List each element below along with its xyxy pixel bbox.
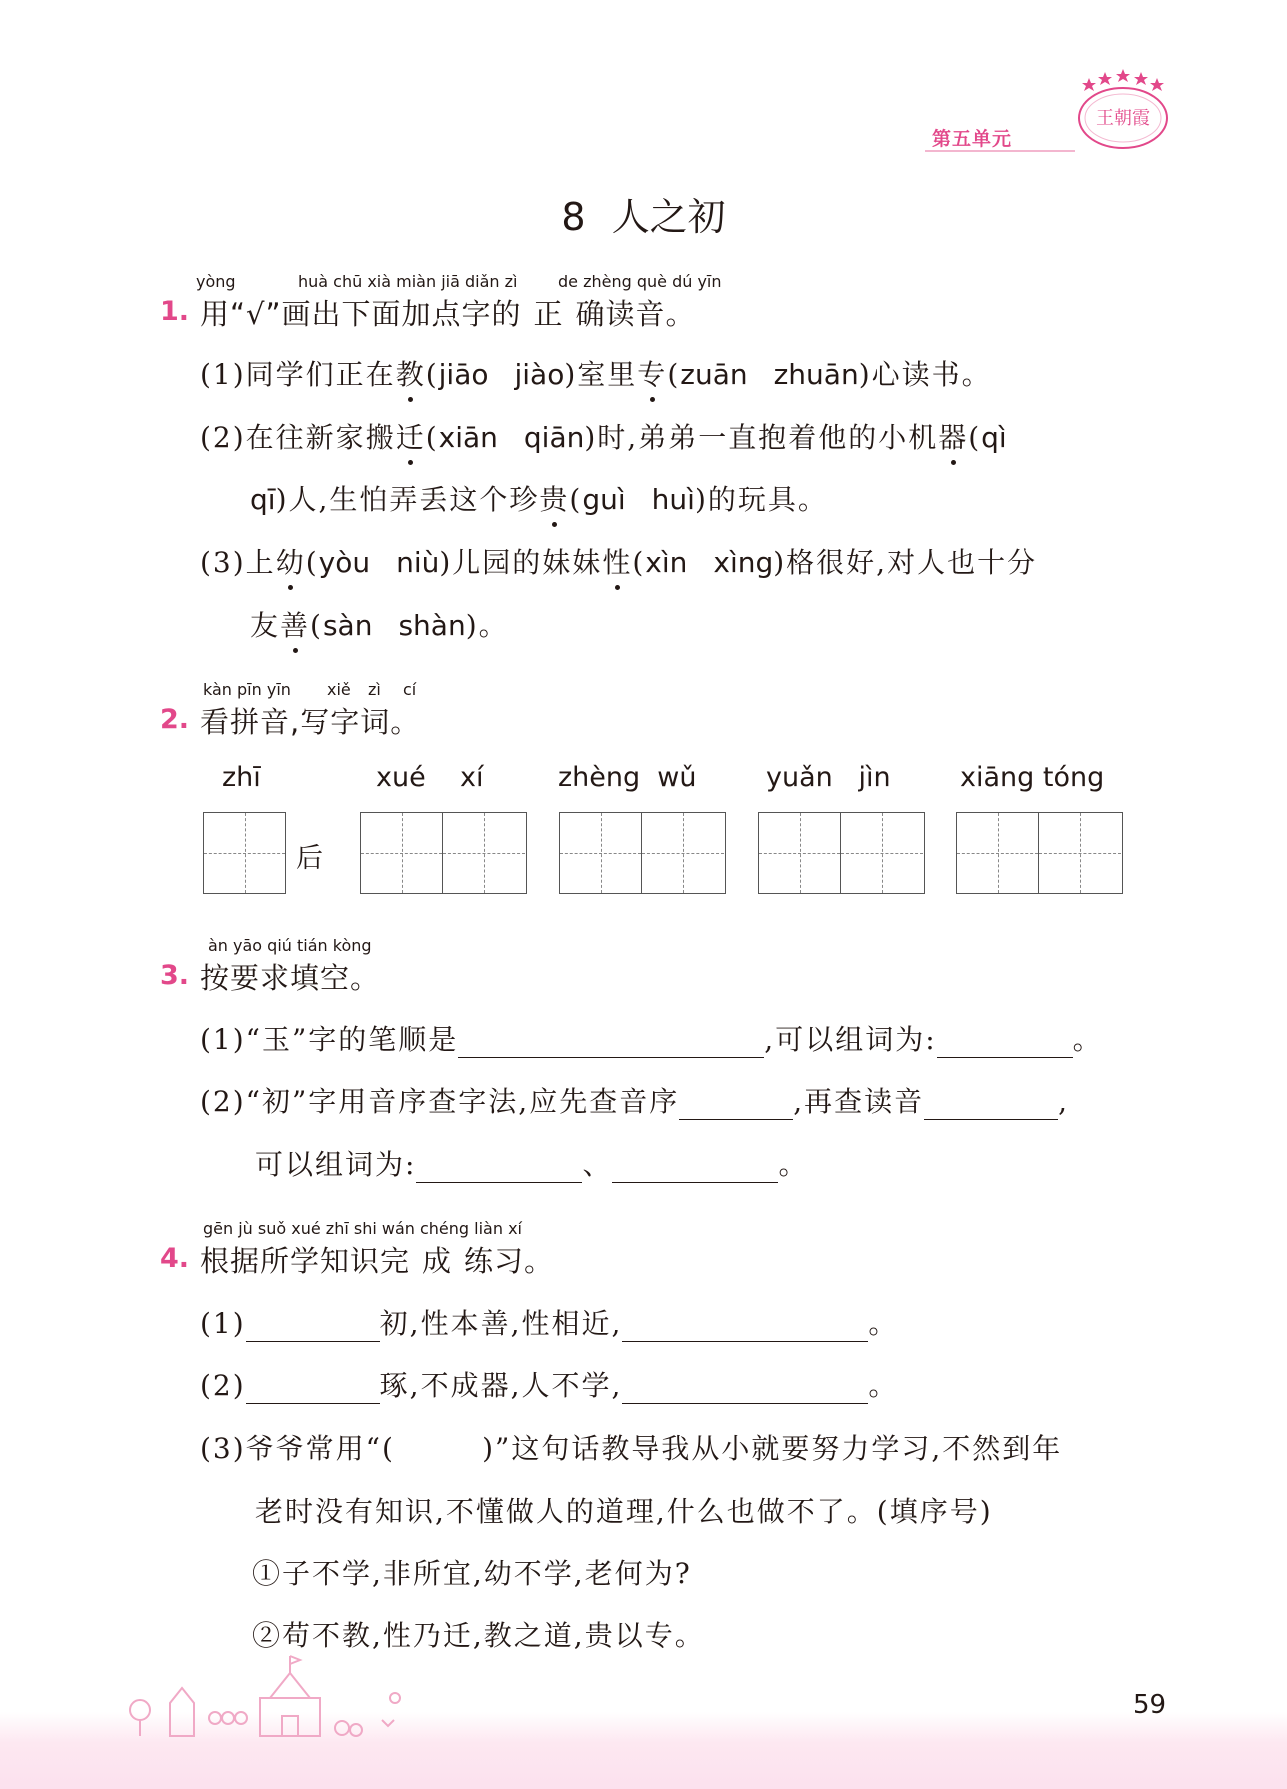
q3-item-2-line-1: (2)“初”字用音序查字法,应先查音序 ,再查读音 , [200,1085,1070,1118]
q2-word-2-pinyin: xué xí [376,762,484,793]
q2-word-5-pinyin: xiāng tóng [960,762,1105,793]
brand-name: 王朝霞 [1096,108,1150,129]
q4-item-3-line-1: (3)爷爷常用“( )”这句话教导我从小就要努力学习,不然到年 [200,1432,1063,1465]
q1-item-1: (1)同学们正在教(jiāo jiào)室里专(zuān zhuān)心读书。 [200,353,992,393]
q1-item-3-line-2: 友善(sàn shàn)。 [250,604,509,644]
q4-item-1: (1) 初,性本善,性相近, 。 [200,1307,899,1340]
brand-seal-logo [1075,66,1171,150]
blank-q4-2b[interactable] [622,1375,868,1404]
blank-word-2[interactable] [612,1154,778,1183]
blank-stroke-order[interactable] [458,1029,764,1058]
q4-option-1: ①子不学,非所宜,幼不学,老何为? [252,1557,692,1590]
q1-title: 用“√”画出下面加点字的 正 确读音。 [200,297,696,331]
blank-q4-1a[interactable] [246,1313,380,1342]
q4-number: 4. [160,1243,190,1274]
q3-number: 3. [160,960,190,991]
blank-q4-1b[interactable] [622,1313,868,1342]
q2-number: 2. [160,704,190,735]
blank-word-1[interactable] [416,1154,582,1183]
footer-castle-decoration [120,1648,500,1738]
q4-pinyin: gēn jù suǒ xué zhī shi wán chéng liàn xí [203,1219,522,1238]
lesson-number: 8 [561,195,586,239]
q2-word-4-pinyin: yuǎn jìn [766,762,891,793]
q3-item-1: (1)“玉”字的笔顺是 ,可以组词为: 。 [200,1023,1103,1056]
q1-item-2-line-2: qī)人,生怕弄丢这个珍贵(guì huì)的玩具。 [250,478,828,518]
blank-q4-2a[interactable] [246,1375,380,1404]
q2-word-1-pinyin: zhī [222,762,261,793]
blank-word[interactable] [937,1029,1073,1058]
q2-grid-4[interactable] [758,812,925,894]
lesson-name: 人之初 [611,195,726,239]
q1-item-3-line-1: (3)上幼(yòu niù)儿园的妹妹性(xìn xìng)格很好,对人也十分 [200,541,1037,581]
q2-grid-5[interactable] [956,812,1123,894]
q2-word-1-suffix: 后 [296,843,323,874]
q2-grid-2[interactable] [360,812,527,894]
blank-pronunciation[interactable] [924,1091,1058,1120]
q3-item-2-line-2: 可以组词为: 、 。 [255,1148,809,1181]
q2-grid-1[interactable] [203,812,286,894]
q4-item-3-line-2: 老时没有知识,不懂做人的道理,什么也做不了。(填序号) [255,1495,993,1528]
q1-number: 1. [160,296,190,327]
q2-grid-3[interactable] [559,812,726,894]
q3-pinyin: àn yāo qiú tián kòng [208,936,372,955]
unit-label: 第五单元 [932,128,1013,150]
lesson-title [0,186,1287,241]
q4-item-2: (2) 琢,不成器,人不学, 。 [200,1369,899,1402]
q2-word-3-pinyin: zhèng wǔ [558,762,697,793]
q4-option-2: ②苟不教,性乃迁,教之道,贵以专。 [252,1619,705,1652]
page-number: 59 [1133,1690,1167,1720]
unit-underline [925,150,1075,152]
blank-index-letter[interactable] [679,1091,793,1120]
q3-title: 按要求填空。 [200,961,381,995]
q1-item-2-line-1: (2)在往新家搬迁(xiān qiān)时,弟弟一直抱着他的小机器(qì [200,416,1007,456]
q2-title: 看拼音,写字词。 [200,705,421,739]
q4-title: 根据所学知识完 成 练习。 [200,1244,555,1278]
